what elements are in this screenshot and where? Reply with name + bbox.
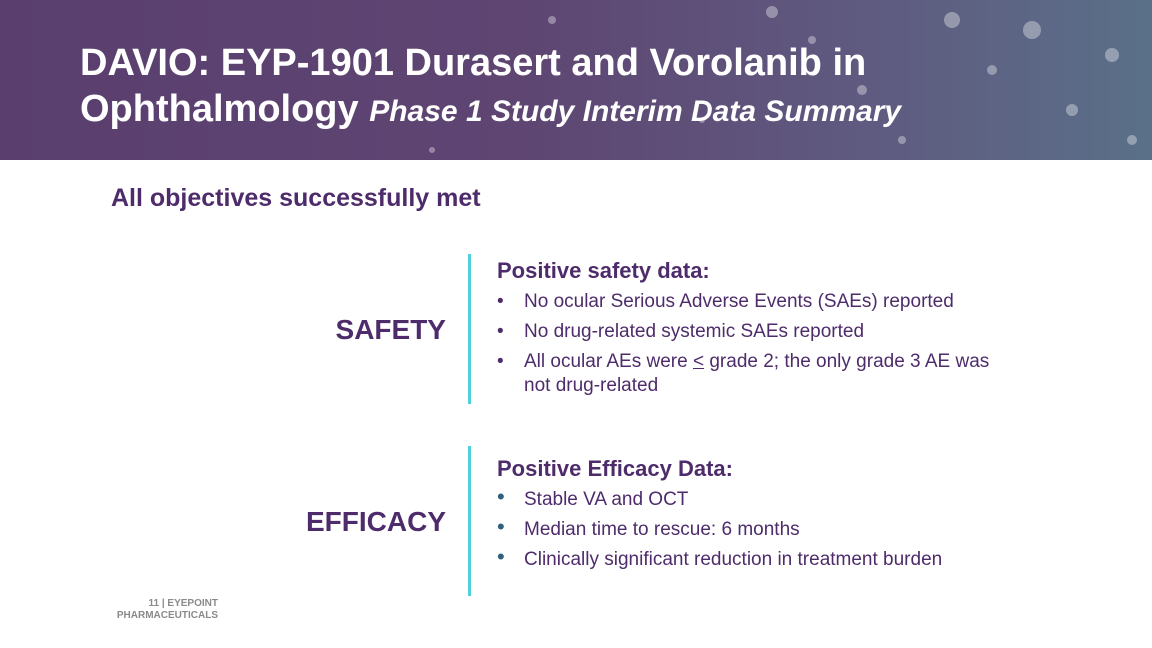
safety-label: SAFETY <box>335 314 446 345</box>
page-title-main: DAVIO: EYP-1901 Durasert and Vorolanib in Ophthalmology <box>80 42 867 130</box>
efficacy-list <box>497 484 1017 572</box>
list-item: • No drug-related systemic SAEs reported <box>497 321 865 342</box>
efficacy-block <box>497 456 1017 578</box>
safety-block <box>497 258 1017 404</box>
footer-page-company <box>112 598 218 622</box>
company-name-line2: PHARMACEUTICALS <box>116 610 218 621</box>
safety-list <box>497 290 1017 398</box>
page-subtitle: Phase 1 Study Interim Data Summary <box>369 95 902 128</box>
list-item: • All ocular AEs were < grade 2; the only grade 3 AE was not drug-related <box>497 351 990 396</box>
efficacy-heading: Positive Efficacy Data: <box>497 456 733 481</box>
bullet-icon: • <box>497 351 504 372</box>
efficacy-label: EFFICACY <box>306 506 446 537</box>
safety-divider <box>468 254 471 404</box>
bullet-icon: • <box>497 321 504 342</box>
list-item: • Clinically significant reduction in treatment burden <box>497 544 943 570</box>
list-item: • No ocular Serious Adverse Events (SAEs) reported <box>497 291 954 312</box>
safety-heading: Positive safety data: <box>497 258 710 283</box>
objectives-statement: All objectives successfully met <box>111 184 481 212</box>
page-title <box>80 40 1080 135</box>
efficacy-divider <box>468 446 471 596</box>
page-number: 11 <box>148 598 160 609</box>
company-name-line1: EYEPOINT <box>167 598 218 609</box>
bullet-icon: • <box>497 291 504 312</box>
less-than-or-equal-symbol: < <box>692 351 705 372</box>
bullet-icon: • <box>497 484 505 509</box>
list-item: • Stable VA and OCT <box>497 484 689 510</box>
title-banner <box>0 0 1152 160</box>
footer-separator: | <box>161 598 165 609</box>
bullet-icon: • <box>497 514 505 539</box>
list-item: • Median time to rescue: 6 months <box>497 514 800 540</box>
bullet-icon: • <box>497 544 505 569</box>
